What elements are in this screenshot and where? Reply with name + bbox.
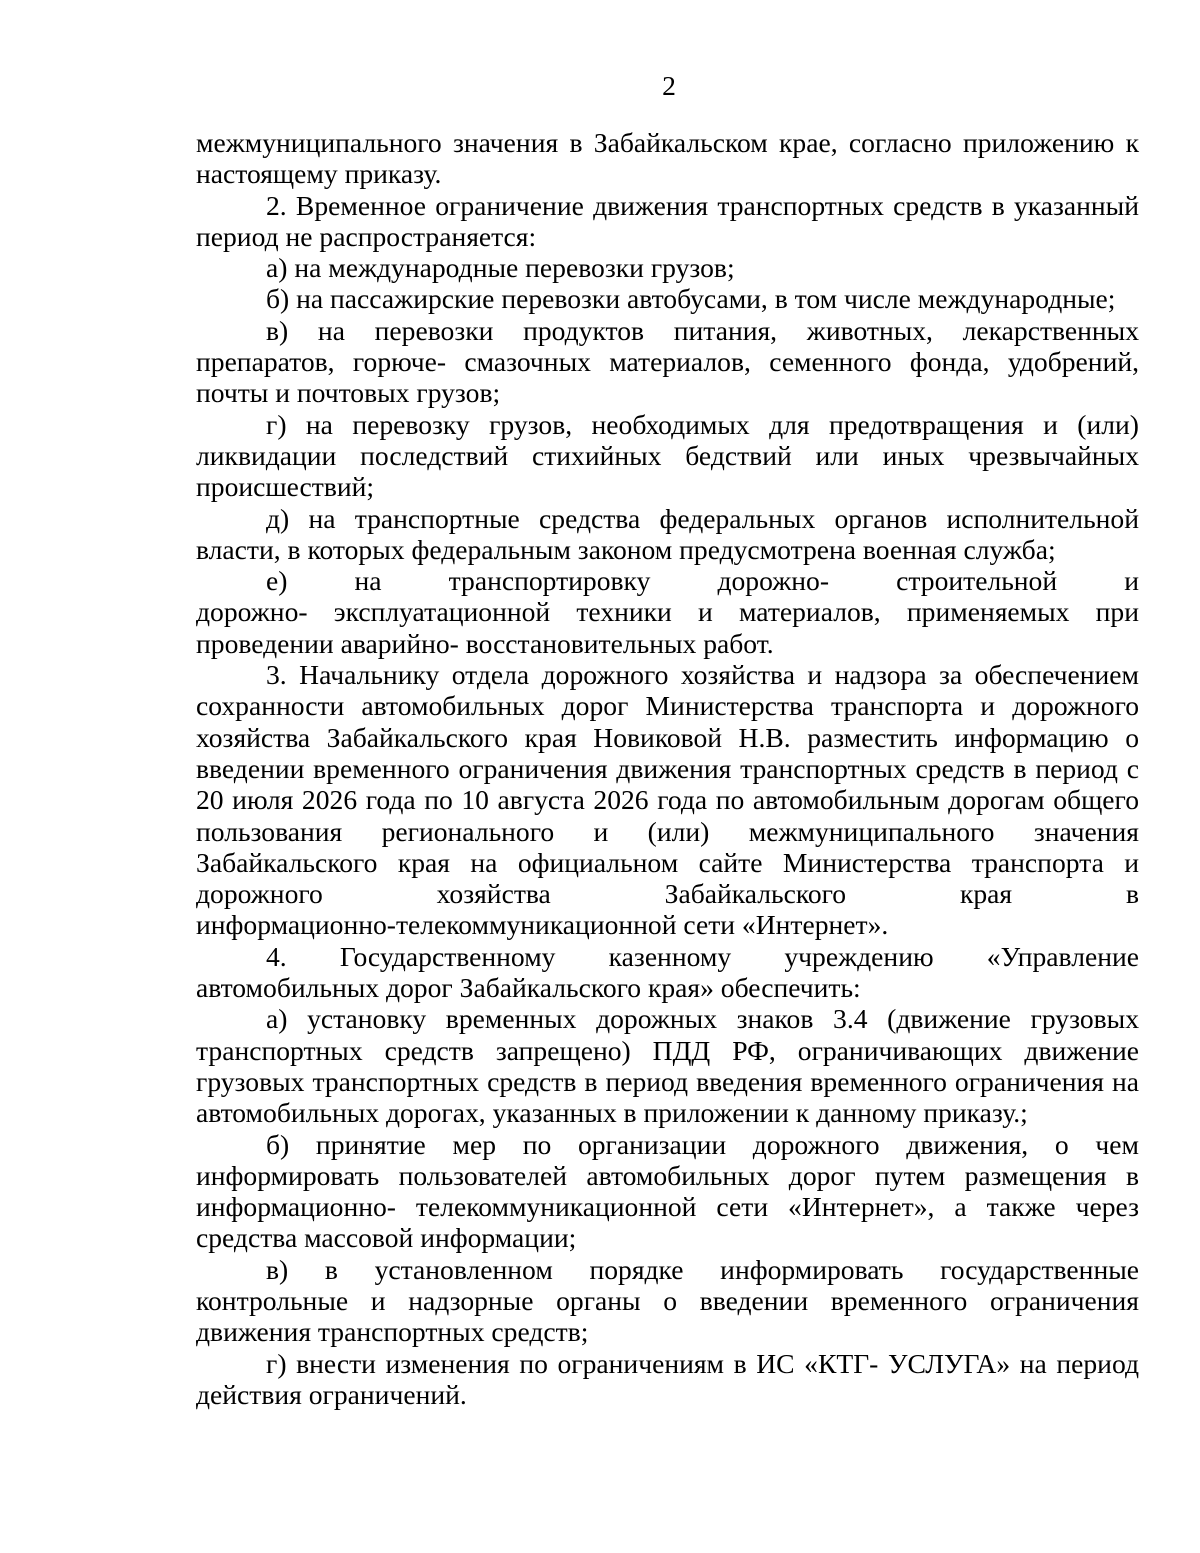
subitem-a: а) на международные перевозки грузов; xyxy=(266,252,735,284)
paragraph-item-3: 3. Начальнику отдела дорожного хозяйства и надзора за обеспечением сохранности автомобильных дорог Министерства транспорта и дорожного хозяйства Забайкальского края Новиковой Н.В. разместить информацию о введении временного ограничения движения транспортных средств в период с 20 июля 2026 года по 10 августа 2026 года по автомобильным дорогам общего пользования регионального и (или) межмуниципального значения Забайкальского края на официальном сайте Министерства транспорта и дорожного хозяйства Забайкальского края в xyxy=(196,659,1139,910)
subitem-d: д) на транспортные средства федеральных органов исполнительной власти, в которых федеральным законом предусмотрена военная служба; xyxy=(196,502,1139,565)
subitem-v: в) на перевозки продуктов питания, животных, лекарственных препаратов, горюче- смазочных материалов, семенного фонда, удобрений, почты и почтовых грузов; xyxy=(196,314,1139,409)
subitem-b: б) на пассажирские перевозки автобусами, в том числе международные; xyxy=(266,283,1116,315)
document-body xyxy=(196,127,1139,1410)
subitem-e: е) на транспортировку дорожно- строительной и xyxy=(266,565,1139,597)
item-4-subitem-b: б) принятие мер по организации дорожного движения, о чем информировать пользователей автомобильных дорог путем размещения в информационно- телекоммуникационной сети «Интернет», а также через средства массовой информации; xyxy=(196,1128,1139,1254)
subitem-e-continuation: дорожно- эксплуатационной техники и материалов, применяемых при проведении аварийно- восстановительных работ. xyxy=(196,596,1139,659)
item-4-subitem-a: а) установку временных дорожных знаков 3.4 (движение грузовых транспортных средств запрещено) ПДД РФ, ограничивающих движение грузовых транспортных средств в период введения временного ограничения на автомобильных дорогах, указанных в приложении к данному приказу.; xyxy=(196,1003,1139,1129)
paragraph-item-2: 2. Временное ограничение движения транспортных средств в указанный период не распространяется: xyxy=(196,189,1139,252)
item-4-subitem-g: г) внести изменения по ограничениям в ИС «КТГ- УСЛУГА» на период действия ограничений. xyxy=(196,1347,1139,1410)
paragraph-continuation: межмуниципального значения в Забайкальском крае, согласно приложению к настоящему приказу. xyxy=(196,127,1139,190)
page-number: 2 xyxy=(662,70,676,101)
item-4-subitem-v: в) в установленном порядке информировать государственные контрольные и надзорные органы о введении временного ограничения движения транспортных средств; xyxy=(196,1253,1139,1348)
paragraph-item-3-continuation: информационно-телекоммуникационной сети «Интернет». xyxy=(196,909,889,941)
paragraph-item-4: 4. Государственному казенному учреждению «Управление автомобильных дорог Забайкальского края» обеспечить: xyxy=(196,940,1139,1004)
subitem-g: г) на перевозку грузов, необходимых для предотвращения и (или) ликвидации последствий стихийных бедствий или иных чрезвычайных происшествий; xyxy=(196,408,1139,503)
